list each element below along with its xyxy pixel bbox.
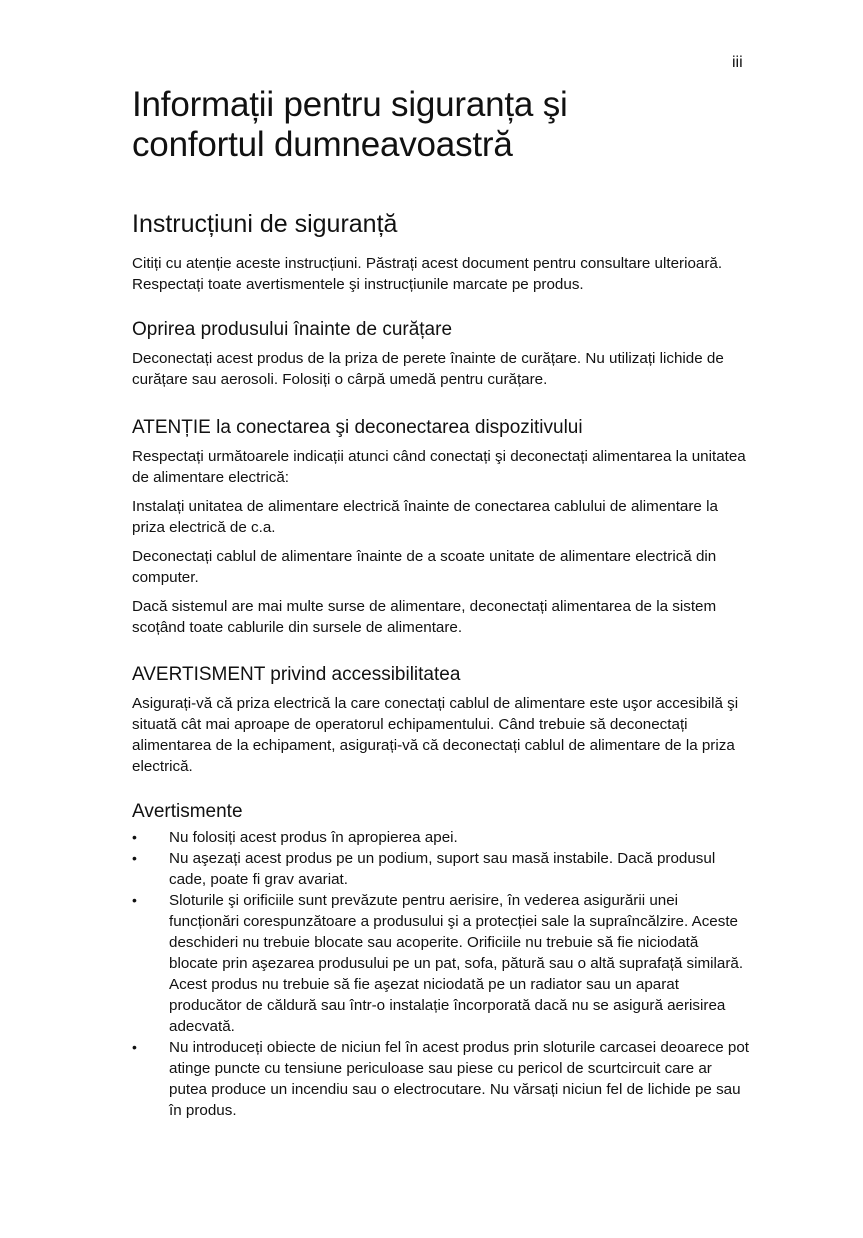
bullet-icon: •	[132, 850, 137, 866]
intro-paragraph: Citiți cu atenție aceste instrucțiuni. Păstrați acest document pentru consultare ulterioară. Respectați toate avertismentele şi instrucțiunile marcate pe produs.	[132, 255, 723, 293]
page-number: iii	[732, 54, 743, 71]
cleaning-section-title: Oprirea produsului înainte de curățare	[132, 319, 453, 340]
list-item-text: Nu aşezați acest produs pe un podium, suport sau masă instabile. Dacă produsul cade, poate fi grav avariat.	[169, 850, 716, 888]
list-item-text: Sloturile şi orificiile sunt prevăzute pentru aerisire, în vederea asigurării unei funcționări corespunzătoare a produsului şi a protecției sale la supraîncălzire. Aceste deschideri nu trebuie blocate sau acoperite. Orificiile nu trebuie să fie niciodată blocate prin aşezarea produsului pe un pat, sofa, pătură sau o altă suprafață similară. Acest produs nu trebuie să fie aşezat niciodată pe un radiator sau un aparat producător de căldură sau într-o instalație încorporată dacă nu se asigură aerisirea adecvată.	[169, 892, 744, 1035]
warnings-section-title: Avertismente	[132, 801, 243, 822]
page-title: Informații pentru siguranța şi confortul dumneavoastră	[132, 85, 568, 164]
warnings-list	[132, 827, 750, 1121]
connecting-paragraph: Respectați următoarele indicații atunci când conectați şi deconectați alimentarea la unitatea de alimentare electrică:	[132, 448, 746, 486]
list-item	[132, 848, 750, 890]
bullet-icon: •	[132, 829, 137, 845]
connecting-paragraph: Instalați unitatea de alimentare electrică înainte de conectarea cablului de alimentare la priza electrică de c.a.	[132, 498, 718, 536]
bullet-icon: •	[132, 1039, 137, 1055]
list-item-text: Nu folosiți acest produs în apropierea apei.	[169, 829, 458, 846]
connecting-section-title: ATENȚIE la conectarea şi deconectarea dispozitivului	[132, 417, 583, 438]
accessibility-section-body: Asigurați-vă că priza electrică la care conectați cablul de alimentare este uşor accesibilă şi situată cât mai aproape de operatorul echipamentului. Când trebuie să deconectați alimentarea de la echipament, asigurați-vă că deconectați cablul de alimentare de la priza electrică.	[132, 695, 739, 775]
safety-instructions-heading: Instrucțiuni de siguranță	[132, 210, 398, 238]
accessibility-section-title: AVERTISMENT privind accessibilitatea	[132, 664, 461, 685]
connecting-paragraph: Deconectați cablul de alimentare înainte de a scoate unitate de alimentare electrică din computer.	[132, 548, 717, 586]
list-item-text: Nu introduceți obiecte de niciun fel în acest produs prin sloturile carcasei deoarece pot atinge puncte cu tensiune periculoase sau piese cu pericol de scurtcircuit care ar putea produce un incendiu sau o electrocutare. Nu vărsați niciun fel de lichide pe sau în produs.	[169, 1039, 749, 1119]
list-item	[132, 1037, 750, 1121]
document-body	[132, 85, 750, 1121]
list-item	[132, 827, 750, 848]
bullet-icon: •	[132, 892, 137, 908]
connecting-paragraph: Dacă sistemul are mai multe surse de alimentare, deconectați alimentarea de la sistem scoțând toate cablurile din sursele de alimentare.	[132, 598, 717, 636]
list-item	[132, 890, 750, 1037]
cleaning-section-body: Deconectați acest produs de la priza de perete înainte de curățare. Nu utilizați lichide de curățare sau aerosoli. Folosiți o cârpă umedă pentru curățare.	[132, 350, 724, 388]
